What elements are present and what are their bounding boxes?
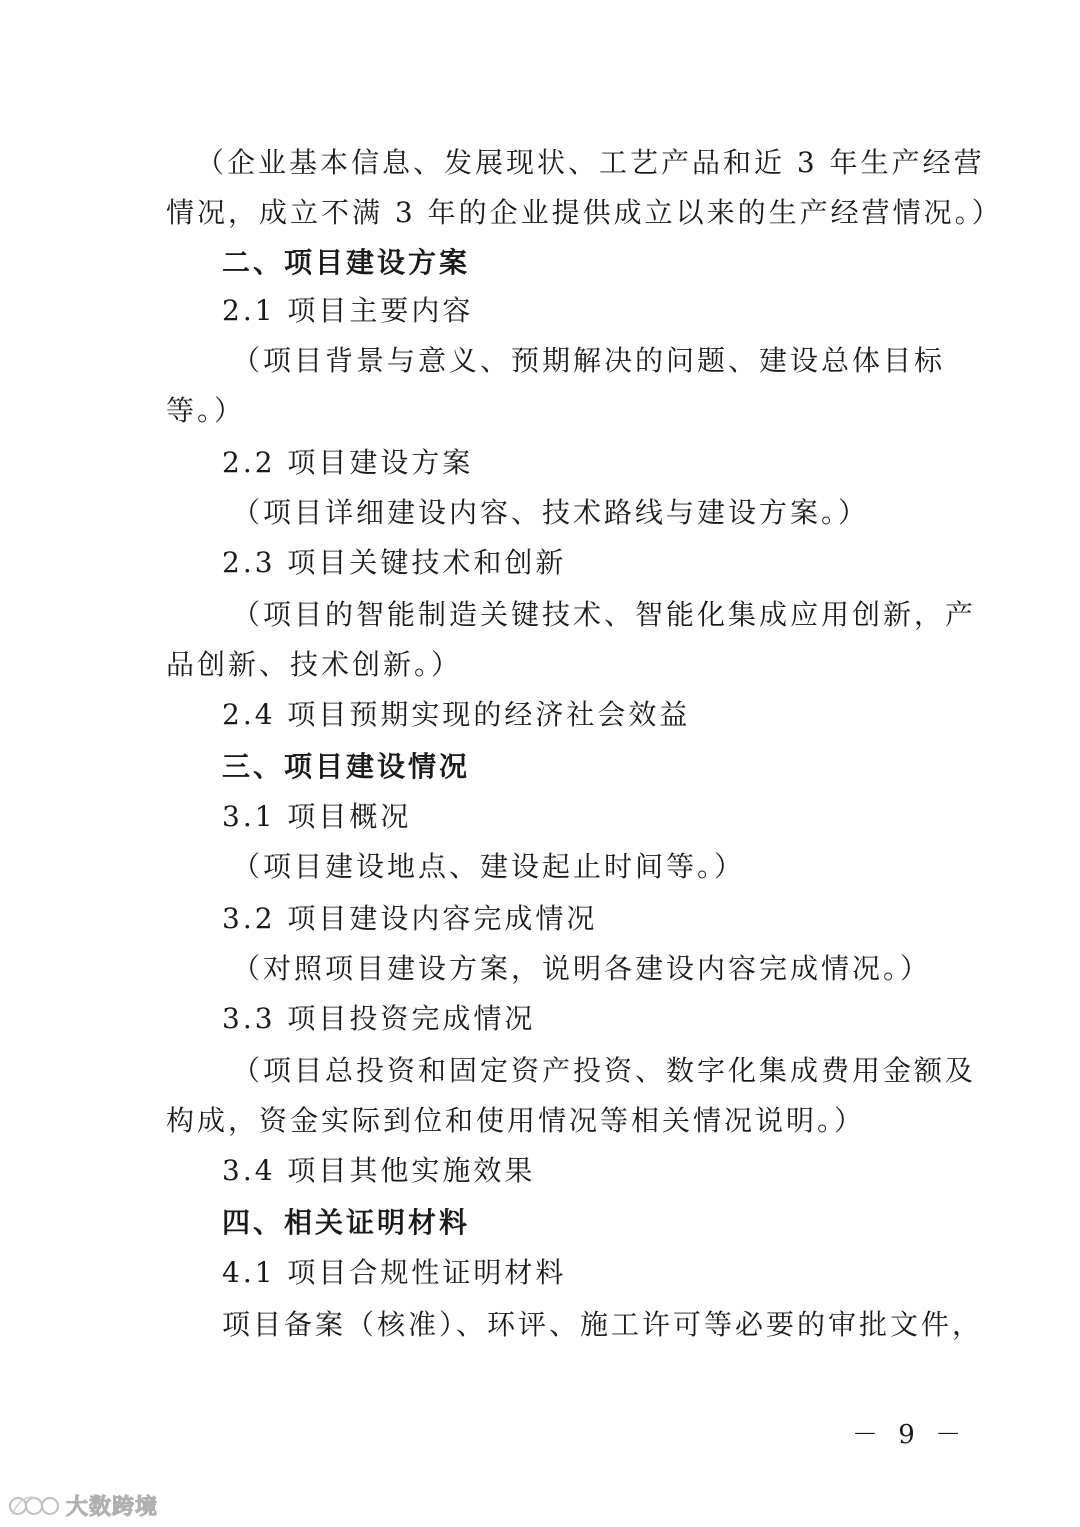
- section-heading: 四、相关证明材料: [222, 1206, 471, 1239]
- subsection-heading: 2.2 项目建设方案: [222, 446, 474, 479]
- page-number: － 9 －: [852, 1420, 968, 1450]
- section-heading: 三、项目建设情况: [222, 750, 471, 783]
- subsection-heading: 3.1 项目概况: [222, 800, 412, 833]
- paragraph-line: 情况，成立不满 3 年的企业提供成立以来的生产经营情况。）: [166, 196, 1003, 229]
- paragraph-line: 构成，资金实际到位和使用情况等相关情况说明。）: [166, 1104, 866, 1137]
- dashuju-logo-icon: [8, 1492, 60, 1518]
- paragraph-line: （项目背景与意义、预期解决的问题、建设总体目标: [232, 344, 946, 377]
- subsection-heading: 3.4 项目其他实施效果: [222, 1154, 536, 1187]
- paragraph-line: 项目备案（核准）、环评、施工许可等必要的审批文件，: [222, 1308, 984, 1341]
- paragraph-line: 等。）: [166, 394, 246, 427]
- paragraph-line: （项目建设地点、建设起止时间等。）: [232, 850, 746, 883]
- paragraph-line: 品创新、技术创新。）: [166, 648, 463, 681]
- paragraph-line: （项目的智能制造关键技术、智能化集成应用创新，产: [232, 598, 977, 631]
- paragraph-line: （项目总投资和固定资产投资、数字化集成费用金额及: [232, 1054, 977, 1087]
- subsection-heading: 2.4 项目预期实现的经济社会效益: [222, 698, 691, 731]
- paragraph-line: （项目详细建设内容、技术路线与建设方案。）: [232, 496, 870, 529]
- watermark: [8, 1490, 158, 1520]
- section-heading: 二、项目建设方案: [222, 246, 471, 279]
- watermark-text: 大数跨境: [66, 1494, 159, 1520]
- subsection-heading: 2.1 项目主要内容: [222, 294, 474, 327]
- subsection-heading: 2.3 项目关键技术和创新: [222, 546, 567, 579]
- subsection-heading: 4.1 项目合规性证明材料: [222, 1256, 567, 1289]
- subsection-heading: 3.3 项目投资完成情况: [222, 1002, 536, 1035]
- paragraph-line: （对照项目建设方案，说明各建设内容完成情况。）: [232, 952, 932, 985]
- paragraph-line: （企业基本信息、发展现状、工艺产品和近 3 年生产经营: [196, 146, 985, 179]
- subsection-heading: 3.2 项目建设内容完成情况: [222, 902, 598, 935]
